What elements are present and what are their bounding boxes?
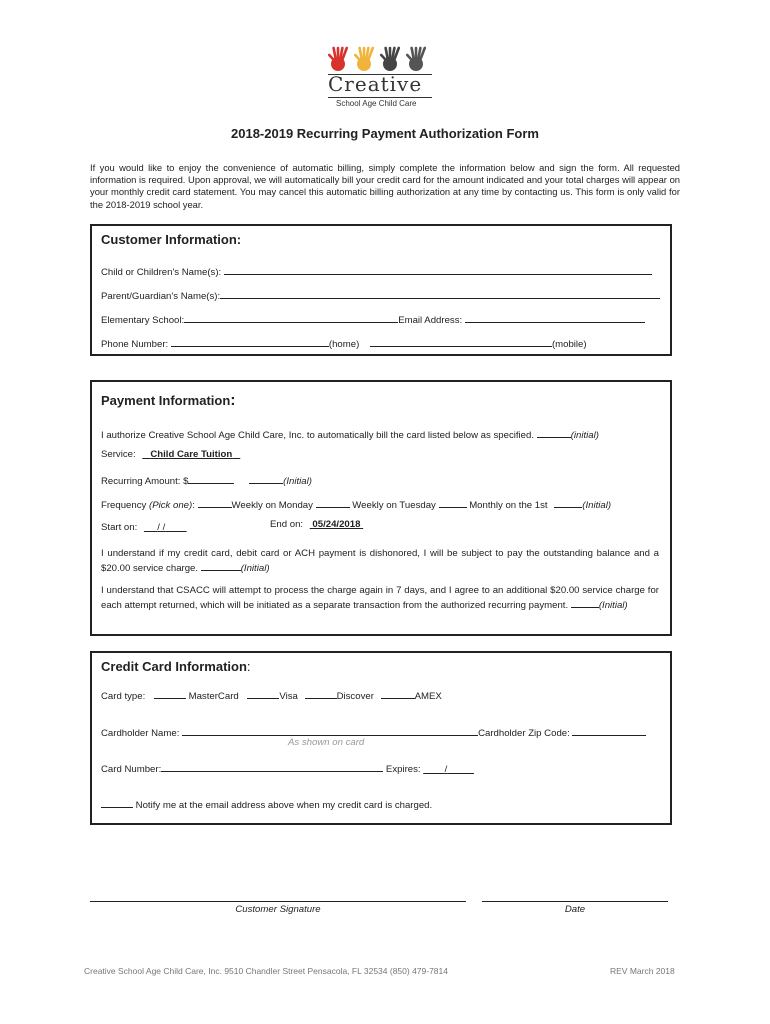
card-info-heading: [101, 659, 251, 674]
amex-label: AMEX: [414, 691, 442, 702]
weekly-tuesday-checkbox[interactable]: [316, 497, 350, 508]
service-value: [142, 449, 240, 460]
notify-text: Notify me at the email address above when my credit card is charged.: [135, 800, 433, 811]
red-hand-icon: [329, 48, 347, 71]
mastercard-checkbox[interactable]: [154, 688, 186, 699]
weekly-monday-label: Weekly on Monday: [231, 500, 313, 511]
card-number-field[interactable]: [161, 761, 383, 772]
phone-label: Phone Number:: [101, 339, 169, 350]
zip-label: Cardholder Zip Code:: [478, 728, 570, 739]
expires-value: /: [444, 764, 448, 775]
amount-initial-field[interactable]: [249, 473, 283, 484]
company-logo: [320, 44, 440, 114]
authorize-initial-note: (initial): [570, 430, 599, 441]
amount-field[interactable]: [188, 473, 234, 484]
logo-name: Creative: [328, 72, 423, 96]
monthly-checkbox[interactable]: [439, 497, 467, 508]
logo-subtitle: School Age Child Care: [336, 99, 417, 108]
logo-middle-line: [328, 97, 432, 98]
school-email-row: [101, 312, 645, 326]
mobile-phone-field[interactable]: [370, 336, 552, 347]
end-row: [270, 519, 363, 530]
customer-info-section: [90, 224, 672, 356]
school-field[interactable]: [184, 312, 398, 323]
payment-heading-colon: :: [230, 392, 236, 409]
parent-name-row: [101, 288, 660, 302]
card-heading-text: Credit Card Information: [101, 659, 247, 674]
frequency-label: Frequency: [101, 500, 147, 511]
card-number-row: [101, 761, 474, 775]
cardholder-label: Cardholder Name:: [101, 728, 180, 739]
notify-checkbox[interactable]: [101, 797, 133, 808]
notify-row: [101, 797, 432, 811]
visa-checkbox[interactable]: [247, 688, 279, 699]
pick-one-note: (Pick one): [149, 500, 193, 511]
end-date-text: 05/24/2018: [312, 519, 361, 530]
monthly-label: Monthly on the 1st: [469, 500, 548, 511]
customer-signature-label: Customer Signature: [235, 904, 321, 915]
expires-label: Expires:: [385, 764, 421, 775]
form-title: 2018-2019 Recurring Payment Authorization Form: [231, 126, 539, 141]
card-info-section: [90, 651, 672, 825]
weekly-monday-checkbox[interactable]: [198, 497, 232, 508]
service-row: [101, 449, 240, 460]
frequency-initial-field[interactable]: [554, 497, 582, 508]
phone-row: [101, 336, 587, 350]
start-date-field[interactable]: [144, 522, 187, 533]
footer-address: Creative School Age Child Care, Inc. 9510 Chandler Street Pensacola, FL 32534 (850) 479-7814: [84, 966, 448, 976]
frequency-colon: :: [192, 500, 195, 511]
dishonored-initial-field[interactable]: [201, 560, 241, 571]
parent-name-field[interactable]: [220, 288, 660, 299]
payment-heading-text: Payment Information: [101, 393, 231, 408]
gray-hand-icon: [407, 48, 425, 71]
retry-text: I understand that CSACC will attempt to process the charge again in 7 days, and I agree to an additional $20.00 service charge for each attempt returned, which will be initiated as a separate transaction from the authorized recurring payment.: [101, 585, 659, 611]
intro-paragraph: If you would like to enjoy the convenience of automatic billing, simply complete the information below and sign the form. All requested information is required. Upon approval, we will automatically bill your credit card for the amount indicated and your total charges will appear on your monthly credit card statement. You may cancel this automatic billing authorization at any time by contacting us. This form is only valid for the 2018-2019 school year.: [90, 162, 680, 210]
home-label: (home): [328, 339, 360, 350]
dishonored-paragraph: [101, 548, 659, 575]
weekly-tuesday-label: Weekly on Tuesday: [352, 500, 436, 511]
children-name-row: [101, 264, 652, 278]
authorize-text: I authorize Creative School Age Child Care, Inc. to automatically bill the card listed below as specified.: [101, 430, 535, 441]
frequency-row: [101, 497, 611, 511]
dishonored-text: I understand if my credit card, debit card or ACH payment is dishonored, I will be subject to pay the outstanding balance and a $20.00 service charge.: [101, 548, 659, 574]
email-field[interactable]: [465, 312, 645, 323]
email-label: Email Address:: [398, 315, 463, 326]
parent-name-label: Parent/Guardian's Name(s):: [101, 291, 221, 302]
mobile-label: (mobile): [551, 339, 587, 350]
date-line[interactable]: [482, 901, 668, 902]
as-shown-hint: As shown on card: [288, 737, 365, 748]
customer-info-heading: Customer Information:: [101, 232, 242, 247]
home-phone-field[interactable]: [171, 336, 329, 347]
start-label: Start on:: [101, 522, 138, 533]
amount-label: Recurring Amount: $: [101, 476, 189, 487]
payment-info-section: [90, 380, 672, 636]
discover-label: Discover: [336, 691, 374, 702]
card-heading-colon: :: [246, 659, 251, 674]
retry-initial-note: (Initial): [598, 600, 628, 611]
school-label: Elementary School:: [101, 315, 185, 326]
dishonored-initial-note: (Initial): [240, 563, 270, 574]
cardholder-name-field[interactable]: [182, 725, 478, 736]
payment-info-heading: [101, 392, 236, 410]
footer-revision: REV March 2018: [610, 966, 675, 976]
authorize-row: [101, 427, 599, 441]
end-date-value: [310, 519, 363, 530]
yellow-hand-icon: [355, 48, 373, 71]
zip-field[interactable]: [572, 725, 646, 736]
children-name-field[interactable]: [224, 264, 652, 275]
end-label: End on:: [270, 519, 304, 530]
amount-row: [101, 473, 312, 487]
discover-checkbox[interactable]: [305, 688, 337, 699]
mastercard-label: MasterCard: [188, 691, 239, 702]
black-hand-icon: [381, 48, 399, 71]
frequency-initial-note: (Initial): [582, 500, 612, 511]
card-type-row: [101, 688, 442, 702]
retry-initial-field[interactable]: [571, 597, 599, 608]
start-row: [101, 522, 187, 533]
card-number-label: Card Number:: [101, 764, 162, 775]
card-type-label: Card type:: [101, 691, 146, 702]
amex-checkbox[interactable]: [381, 688, 415, 699]
cardholder-row: [101, 725, 646, 739]
date-label: Date: [564, 904, 586, 915]
customer-signature-line[interactable]: [90, 901, 466, 902]
children-name-label: Child or Children's Name(s):: [101, 267, 222, 278]
authorize-initial-field[interactable]: [537, 427, 571, 438]
visa-label: Visa: [279, 691, 298, 702]
amount-initial-note: (Initial): [283, 476, 312, 487]
service-value-text: Child Care Tuition: [150, 449, 233, 460]
service-label: Service:: [101, 449, 136, 460]
start-date-value: / /: [157, 522, 166, 533]
retry-paragraph: [101, 585, 659, 612]
expires-field[interactable]: [423, 764, 474, 775]
